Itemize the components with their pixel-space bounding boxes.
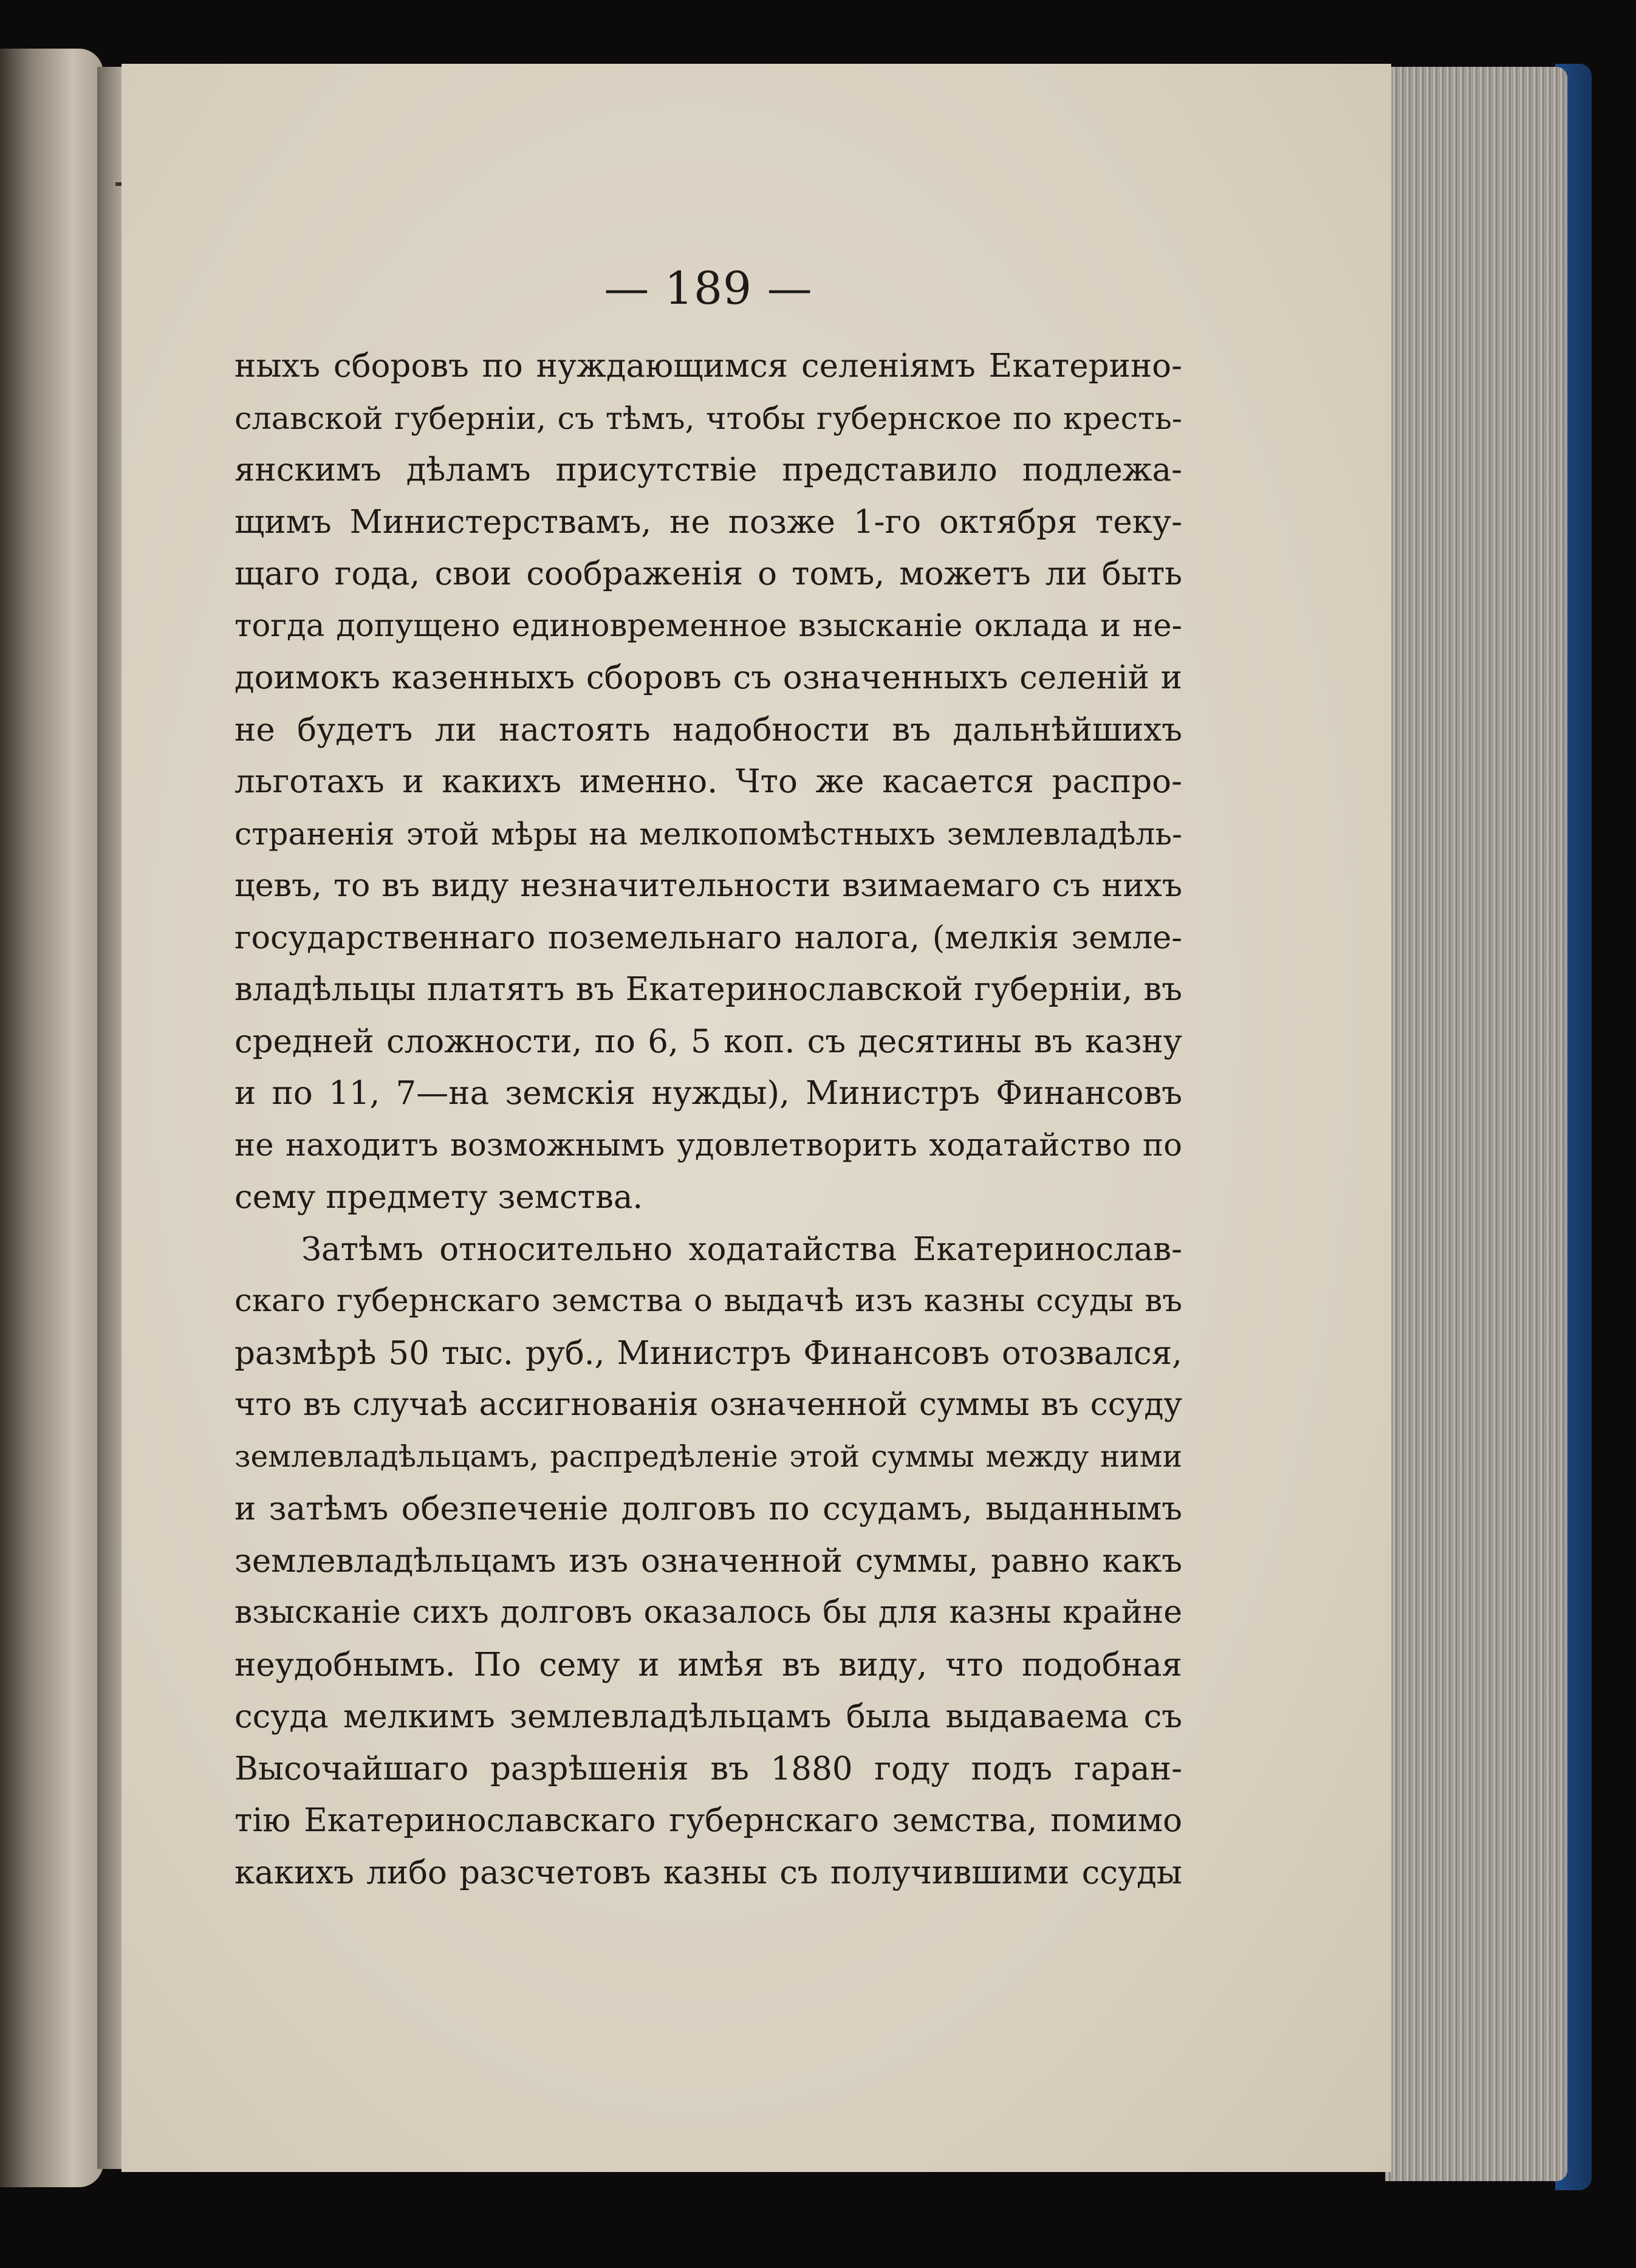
text-line: и по 11, 7—на земскія нужды), Министръ Финансовъ — [234, 1075, 1182, 1112]
text-line: славской губерніи, съ тѣмъ, чтобы губернское по кресть- — [234, 400, 1182, 436]
text-line: скаго губернскаго земства о выдачѣ изъ казны ссуды въ — [234, 1283, 1182, 1319]
text-line: щимъ Министерствамъ, не позже 1-го октября теку- — [234, 503, 1182, 541]
text-line: Затѣмъ относительно ходатайства Екатеринослав- — [301, 1230, 1182, 1268]
text-line: что въ случаѣ ассигнованія означенной суммы въ ссуду — [234, 1386, 1182, 1423]
text-line: взысканіе сихъ долговъ оказалось бы для казны крайне — [234, 1594, 1182, 1631]
text-line: владѣльцы платятъ въ Екатеринославской губерніи, въ — [234, 971, 1182, 1008]
page-number: — 189 — — [604, 262, 813, 315]
text-line: доимокъ казенныхъ сборовъ съ означенныхъ селеній и — [234, 659, 1182, 696]
page-stack-edges — [1385, 67, 1567, 2181]
text-line: сему предмету земства. — [234, 1179, 643, 1216]
text-line: янскимъ дѣламъ присутствіе представило подлежа- — [234, 451, 1182, 488]
text-line: ныхъ сборовъ по нуждающимся селеніямъ Екатерино- — [234, 348, 1182, 385]
text-line: страненія этой мѣры на мелкопомѣстныхъ землевладѣль- — [234, 815, 1182, 852]
text-line: тогда допущено единовременное взысканіе оклада и не- — [234, 607, 1182, 644]
text-line: землевладѣльцамъ изъ означенной суммы, равно какъ — [234, 1542, 1182, 1580]
text-line: размѣрѣ 50 тыс. руб., Министръ Финансовъ отозвался, — [234, 1334, 1182, 1372]
text-line: щаго года, свои соображенія о томъ, можетъ ли быть — [234, 555, 1182, 592]
text-line: не находитъ возможнымъ удовлетворить ходатайство по — [234, 1126, 1182, 1163]
text-line: цевъ, то въ виду незначительности взимаемаго съ нихъ — [234, 867, 1182, 904]
text-line: льготахъ и какихъ именно. Что же касается распро- — [234, 763, 1182, 800]
text-line: средней сложности, по 6, 5 коп. съ десятины въ казну — [234, 1023, 1182, 1060]
text-line: государственнаго поземельнаго налога, (мелкія земле- — [234, 919, 1182, 956]
text-line: Высочайшаго разрѣшенія въ 1880 году подъ гаран- — [234, 1750, 1182, 1787]
left-page-edge — [0, 49, 103, 2187]
paragraph-2 — [234, 1224, 1182, 1899]
text-line: землевладѣльцамъ, распредѣленіе этой суммы между ними — [234, 1439, 1182, 1474]
text-line: неудобнымъ. По сему и имѣя въ виду, что подобная — [234, 1646, 1182, 1684]
page-text — [234, 261, 1182, 1899]
text-line: и затѣмъ обезпеченіе долговъ по ссудамъ, выданнымъ — [234, 1490, 1182, 1527]
text-line: ссуда мелкимъ землевладѣльцамъ была выдаваема съ — [234, 1698, 1182, 1735]
text-line: тію Екатеринославскаго губернскаго земства, помимо — [234, 1802, 1182, 1839]
paragraph-1 — [234, 340, 1182, 1224]
text-line: какихъ либо разсчетовъ казны съ получившими ссуды — [234, 1854, 1182, 1891]
text-line: не будетъ ли настоять надобности въ дальнѣйшихъ — [234, 711, 1182, 749]
